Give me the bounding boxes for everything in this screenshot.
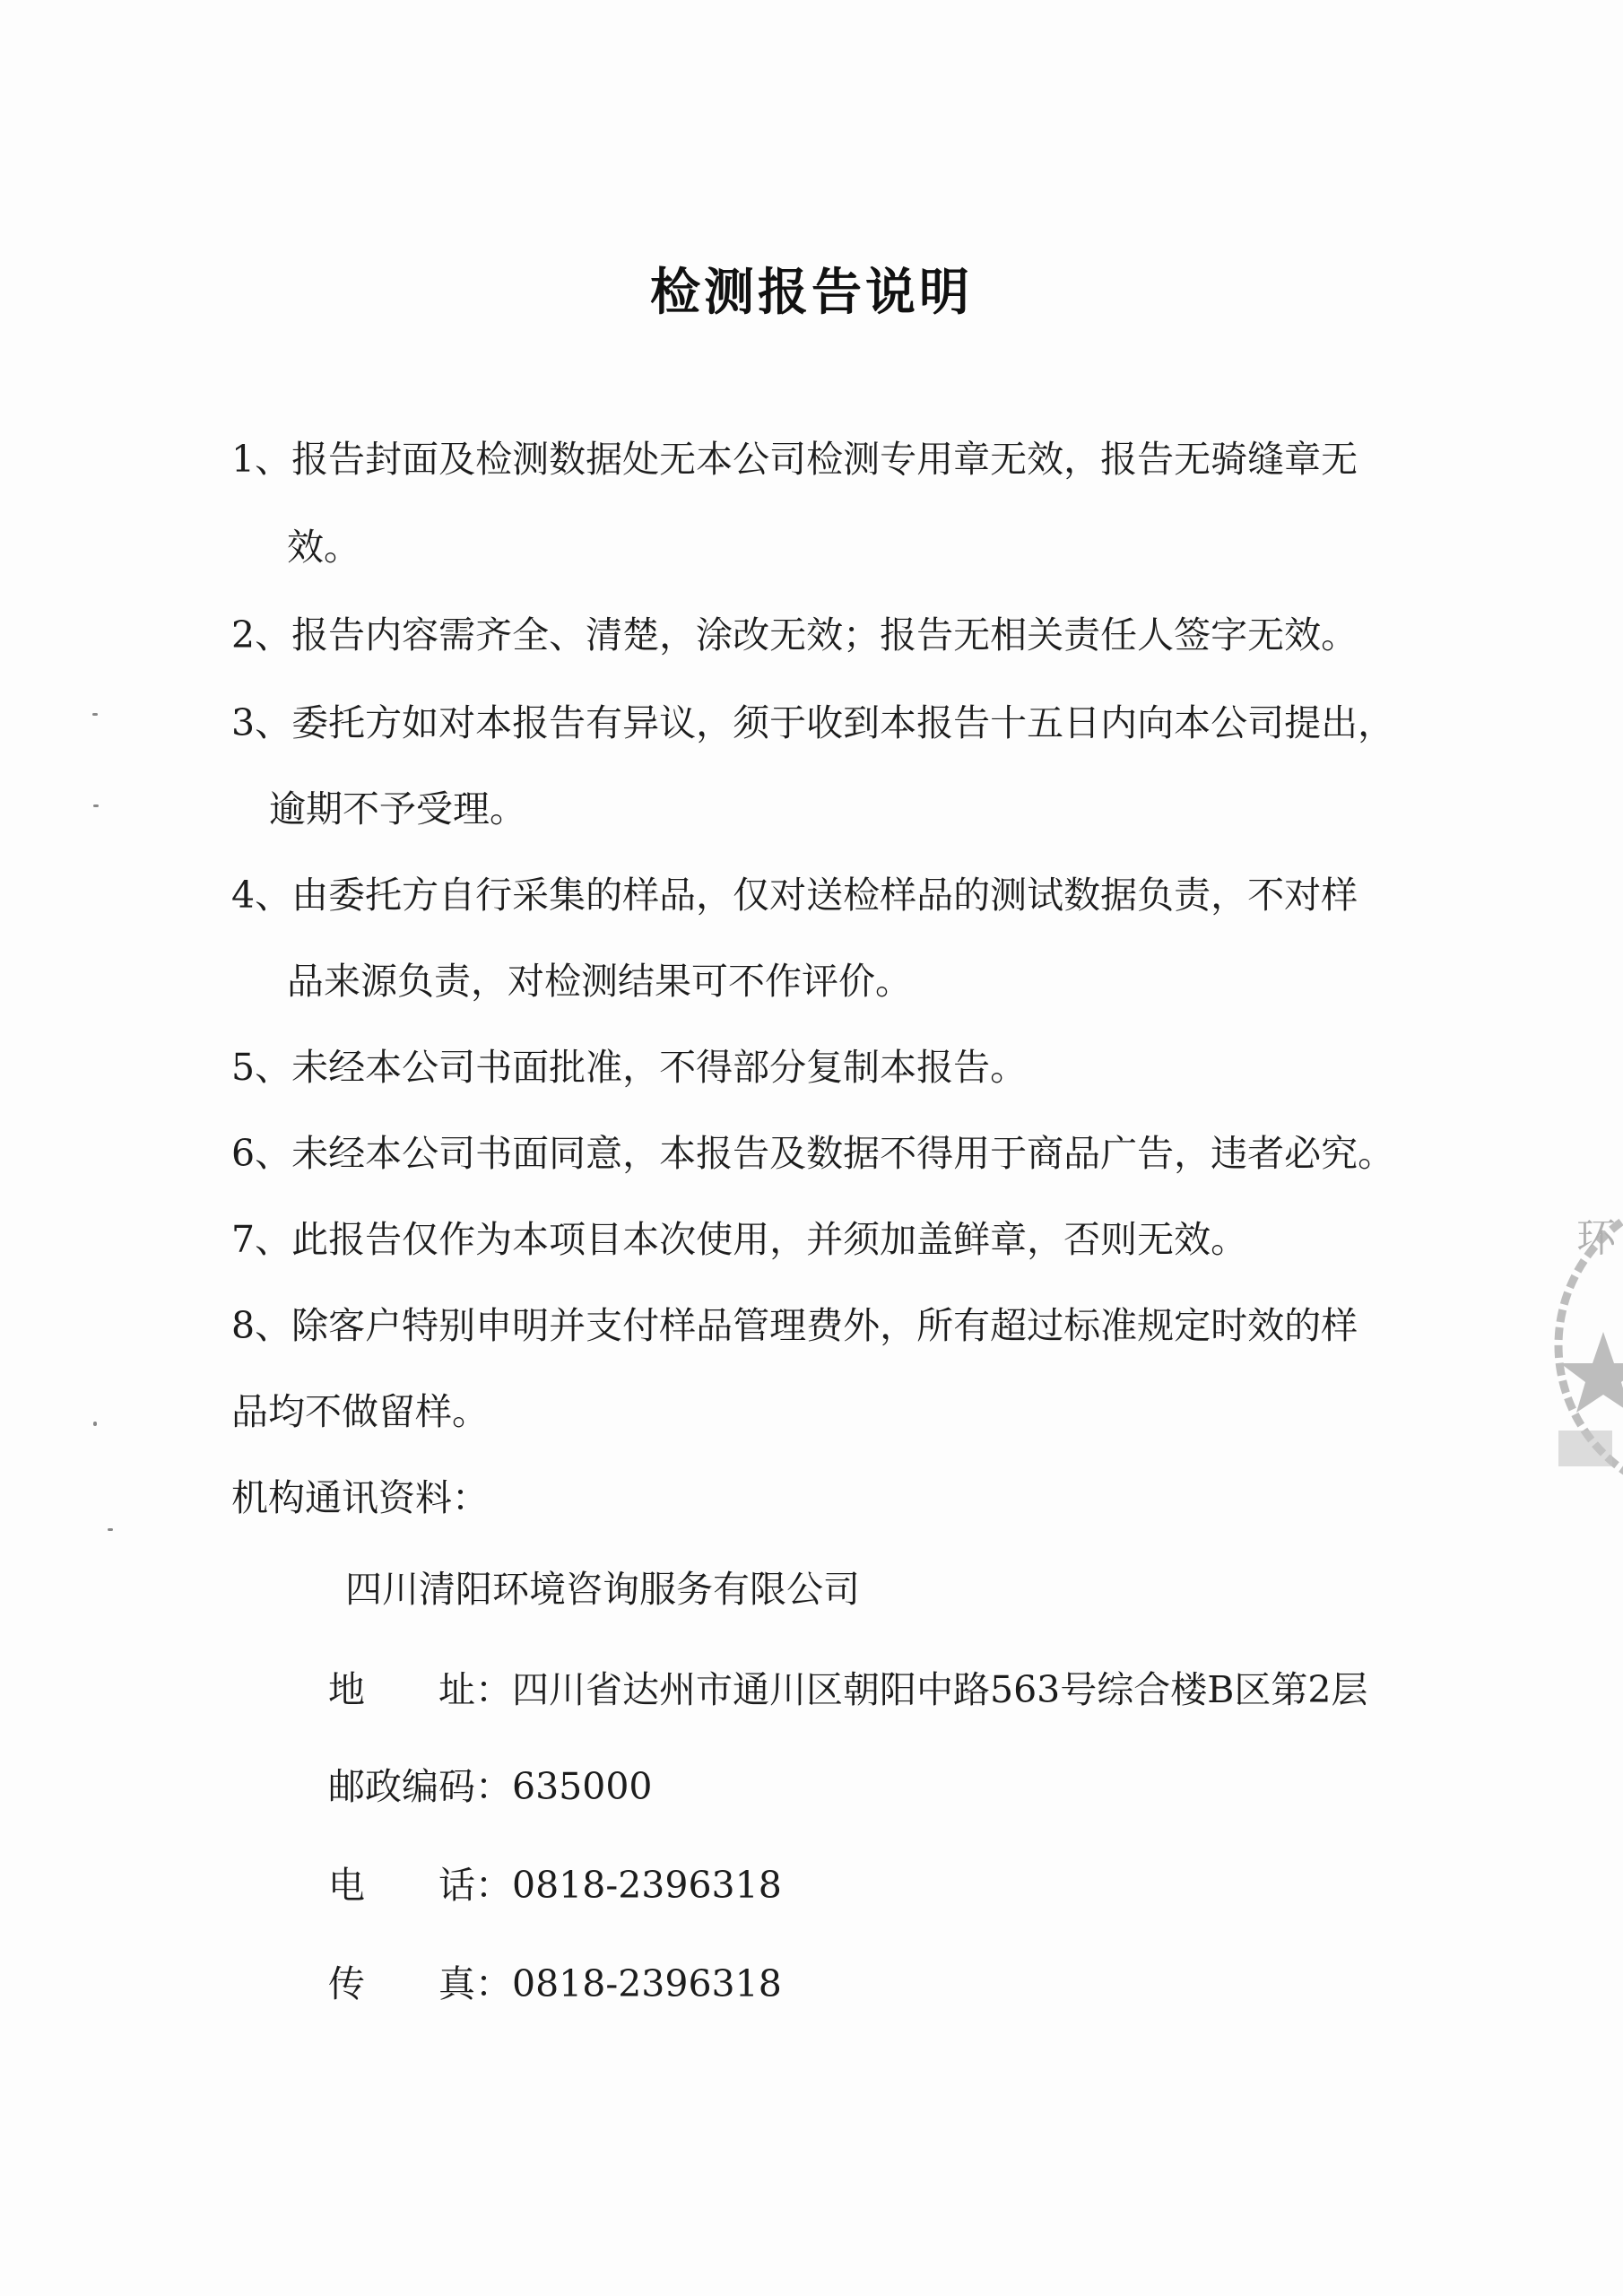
notice-item-4-line-1: 4、由委托方自行采集的样品，仅对送检样品的测试数据负责，不对样: [231, 874, 1358, 917]
scan-speck: [92, 713, 98, 716]
postcode-row: [328, 1763, 653, 1810]
address-label: 地 址：: [328, 1668, 512, 1711]
notice-item-1-line-1: 1、报告封面及检测数据处无本公司检测专用章无效，报告无骑缝章无: [231, 438, 1358, 481]
notice-item-1-line-2: 效。: [287, 526, 360, 569]
notice-item-8-line-1: 8、除客户特别申明并支付样品管理费外，所有超过标准规定时效的样: [231, 1304, 1358, 1347]
notice-item-6-line-1: 6、未经本公司书面同意，本报告及数据不得用于商品广告，违者必究。: [231, 1132, 1395, 1175]
fax-value: 0818-2396318: [512, 1962, 782, 2005]
phone-row: [328, 1862, 782, 1909]
notice-item-3-line-1: 3、委托方如对本报告有异议，须于收到本报告十五日内向本公司提出，: [231, 701, 1395, 744]
postcode-label: 邮政编码：: [328, 1765, 512, 1808]
seam-stamp-fragment: [1541, 1188, 1623, 1502]
phone-value: 0818-2396318: [512, 1864, 782, 1907]
fax-row: [328, 1961, 782, 2007]
postcode-value: 635000: [512, 1765, 653, 1808]
page-title: 检测报告说明: [650, 263, 973, 322]
scan-speck: [93, 1422, 97, 1426]
address-value: 四川省达州市通川区朝阳中路563号综合楼B区第2层: [512, 1668, 1368, 1711]
scan-speck: [93, 804, 99, 807]
stamp-mark-icon: [1541, 1188, 1623, 1502]
notice-item-5-line-1: 5、未经本公司书面批准，不得部分复制本报告。: [231, 1046, 1028, 1089]
scan-speck: [108, 1528, 113, 1531]
phone-label: 电 话：: [328, 1864, 512, 1907]
notice-item-8-line-2: 品均不做留样。: [231, 1390, 489, 1433]
notice-item-7-line-1: 7、此报告仅作为本项目本次使用，并须加盖鲜章，否则无效。: [231, 1218, 1248, 1261]
company-name: 四川清阳环境咨询服务有限公司: [345, 1568, 860, 1611]
notice-item-4-line-2: 品来源负责，对检测结果可不作评价。: [287, 960, 912, 1003]
contact-heading: 机构通讯资料：: [231, 1476, 489, 1519]
fax-label: 传 真：: [328, 1962, 512, 2005]
stamp-text: 环: [1576, 1215, 1616, 1261]
notice-item-3-line-2: 逾期不予受理。: [269, 787, 526, 831]
notice-item-2-line-1: 2、报告内容需齐全、清楚，涂改无效；报告无相关责任人签字无效。: [231, 613, 1358, 657]
address-row: [328, 1666, 1367, 1713]
